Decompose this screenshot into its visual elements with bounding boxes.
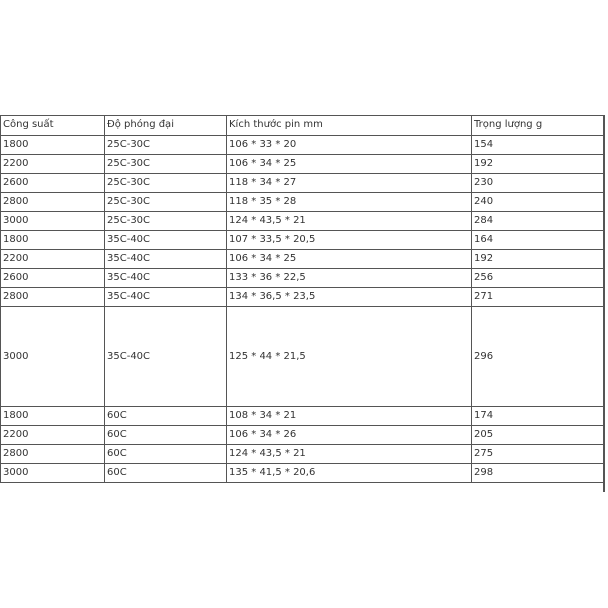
cell-weight: 154 [472,136,605,155]
table-row [1,250,605,269]
cell-dimensions: 106 * 34 * 25 [227,155,472,174]
cell-discharge-rate: 35C-40C [105,288,227,307]
cell-discharge-rate: 35C-40C [105,250,227,269]
table-row [1,307,605,407]
header-discharge-rate: Độ phóng đại [105,116,227,136]
table-row [1,174,605,193]
cell-capacity: 2200 [1,250,105,269]
cell-weight: 275 [472,445,605,464]
cell-discharge-rate: 25C-30C [105,212,227,231]
cell-capacity: 2800 [1,193,105,212]
header-weight: Trọng lượng g [472,116,605,136]
cell-dimensions: 106 * 34 * 25 [227,250,472,269]
cell-dimensions: 135 * 41,5 * 20,6 [227,464,472,483]
table-row [1,288,605,307]
cell-capacity: 2800 [1,288,105,307]
cell-capacity: 3000 [1,464,105,483]
cell-capacity: 1800 [1,136,105,155]
header-dimensions: Kích thước pin mm [227,116,472,136]
cell-capacity: 2600 [1,174,105,193]
cell-capacity: 1800 [1,231,105,250]
cell-dimensions: 124 * 43,5 * 21 [227,212,472,231]
cell-discharge-rate: 35C-40C [105,269,227,288]
table-row [1,269,605,288]
cell-dimensions: 106 * 33 * 20 [227,136,472,155]
cell-discharge-rate: 35C-40C [105,307,227,407]
cell-discharge-rate: 25C-30C [105,136,227,155]
cell-discharge-rate: 60C [105,426,227,445]
cell-weight: 192 [472,250,605,269]
cell-dimensions: 134 * 36,5 * 23,5 [227,288,472,307]
cell-capacity: 1800 [1,407,105,426]
cell-capacity: 3000 [1,212,105,231]
table-row [1,155,605,174]
table-row [1,136,605,155]
cell-discharge-rate: 60C [105,464,227,483]
table-row [1,407,605,426]
cell-dimensions: 118 * 35 * 28 [227,193,472,212]
cell-weight: 205 [472,426,605,445]
table-row [1,464,605,483]
cell-dimensions: 125 * 44 * 21,5 [227,307,472,407]
cell-dimensions: 124 * 43,5 * 21 [227,445,472,464]
cell-discharge-rate: 25C-30C [105,174,227,193]
table-header-row [1,116,605,136]
cell-discharge-rate: 25C-30C [105,193,227,212]
cell-capacity: 2200 [1,155,105,174]
table-row [1,231,605,250]
table-row [1,426,605,445]
cell-weight: 296 [472,307,605,407]
cell-capacity: 2600 [1,269,105,288]
cell-capacity: 2800 [1,445,105,464]
cell-discharge-rate: 60C [105,445,227,464]
cell-weight: 256 [472,269,605,288]
cell-discharge-rate: 35C-40C [105,231,227,250]
table-row [1,193,605,212]
cell-weight: 192 [472,155,605,174]
battery-spec-table [0,115,605,483]
cell-dimensions: 108 * 34 * 21 [227,407,472,426]
cell-weight: 284 [472,212,605,231]
table-right-border [603,115,605,492]
header-capacity: Công suất [1,116,105,136]
cell-weight: 230 [472,174,605,193]
cell-dimensions: 107 * 33,5 * 20,5 [227,231,472,250]
cell-weight: 164 [472,231,605,250]
cell-capacity: 3000 [1,307,105,407]
cell-discharge-rate: 25C-30C [105,155,227,174]
cell-discharge-rate: 60C [105,407,227,426]
table-row [1,212,605,231]
cell-dimensions: 133 * 36 * 22,5 [227,269,472,288]
cell-weight: 174 [472,407,605,426]
cell-weight: 240 [472,193,605,212]
cell-weight: 271 [472,288,605,307]
table-row [1,445,605,464]
cell-dimensions: 118 * 34 * 27 [227,174,472,193]
cell-dimensions: 106 * 34 * 26 [227,426,472,445]
cell-capacity: 2200 [1,426,105,445]
cell-weight: 298 [472,464,605,483]
